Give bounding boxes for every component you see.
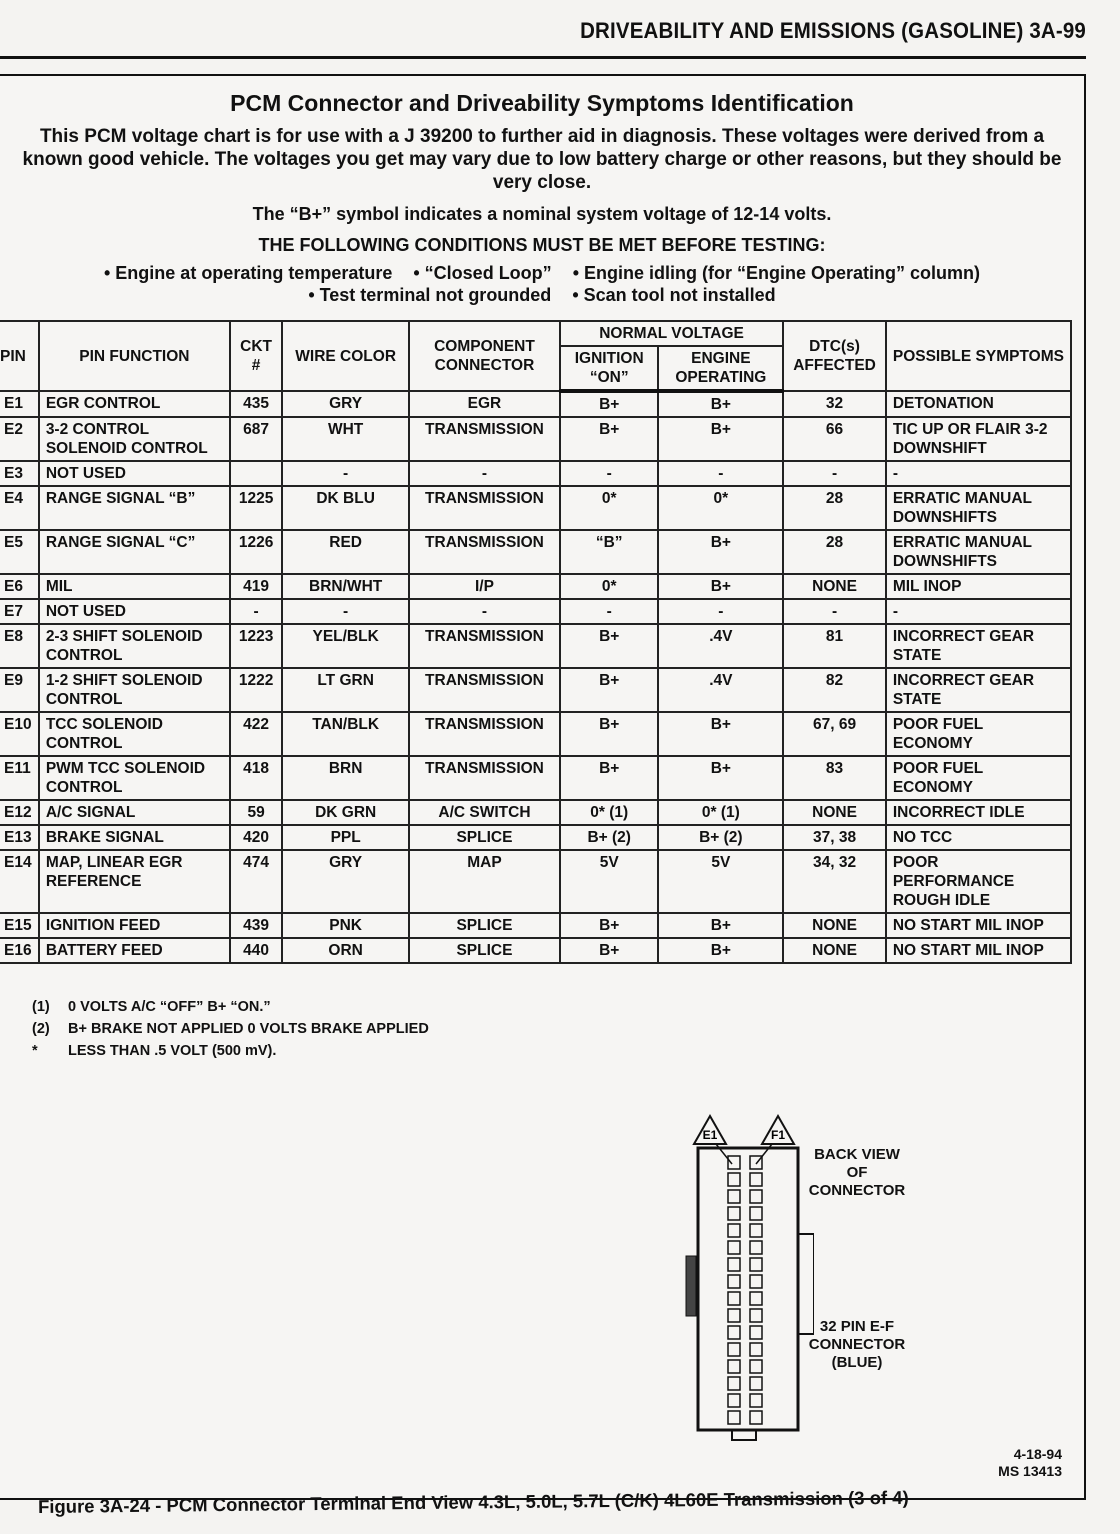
table-cell-pin: E8 xyxy=(0,624,39,668)
table-cell-wire-color: - xyxy=(282,461,409,486)
table-row xyxy=(0,461,1071,486)
table-cell-ckt: 1225 xyxy=(230,486,282,530)
table-cell-pin: E16 xyxy=(0,938,39,963)
table-cell-engine-operating: B+ xyxy=(658,913,783,938)
pin-cavity xyxy=(750,1411,762,1424)
header-symptoms: POSSIBLE SYMPTOMS xyxy=(886,321,1071,391)
table-cell-symptoms: NO START MIL INOP xyxy=(886,938,1071,963)
table-cell-ckt: 1226 xyxy=(230,530,282,574)
table-row xyxy=(0,530,1071,574)
table-cell-symptoms: NO START MIL INOP xyxy=(886,913,1071,938)
footnotes xyxy=(32,996,429,1062)
table-cell-symptoms: ERRATIC MANUAL DOWNSHIFTS xyxy=(886,530,1071,574)
chart-frame xyxy=(0,74,1086,1500)
pin-cavities xyxy=(728,1156,762,1424)
table-cell-dtc: 28 xyxy=(783,486,886,530)
bplus-note: The “B+” symbol indicates a nominal system voltage of 12-14 volts. xyxy=(252,204,832,224)
pin-cavity xyxy=(750,1292,762,1305)
table-cell-ignition-on: B+ xyxy=(560,417,659,461)
table-cell-engine-operating: 5V xyxy=(658,850,783,913)
table-cell-dtc: 28 xyxy=(783,530,886,574)
table-cell-wire-color: BRN xyxy=(282,756,409,800)
table-cell-ckt: 1222 xyxy=(230,668,282,712)
footnote xyxy=(32,1018,429,1040)
table-cell-dtc: 34, 32 xyxy=(783,850,886,913)
table-cell-function: 1-2 SHIFT SOLENOID CONTROL xyxy=(39,668,230,712)
stamp-date: 4-18-94 xyxy=(1013,1446,1062,1462)
pin-cavity xyxy=(728,1241,740,1254)
table-cell-ignition-on: B+ xyxy=(560,668,659,712)
header-pin-function: PIN FUNCTION xyxy=(39,321,230,391)
table-cell-ignition-on: B+ xyxy=(560,391,659,417)
table-cell-dtc: - xyxy=(783,461,886,486)
table-cell-ckt: 687 xyxy=(230,417,282,461)
table-cell-pin: E2 xyxy=(0,417,39,461)
table-row xyxy=(0,756,1071,800)
header-normal-voltage: NORMAL VOLTAGE xyxy=(560,321,783,346)
page-header xyxy=(0,16,1086,59)
table-cell-function: MAP, LINEAR EGR REFERENCE xyxy=(39,850,230,913)
table-cell-ckt: 435 xyxy=(230,391,282,417)
condition-item: • “Closed Loop” xyxy=(413,263,552,283)
pin-cavity xyxy=(750,1190,762,1203)
table-cell-symptoms: INCORRECT GEAR STATE xyxy=(886,668,1071,712)
table-cell-component: - xyxy=(409,599,560,624)
table-cell-function: 2-3 SHIFT SOLENOID CONTROL xyxy=(39,624,230,668)
header-engine-operating: ENGINE OPERATING xyxy=(658,346,783,391)
pin-cavity xyxy=(750,1326,762,1339)
table-row xyxy=(0,800,1071,825)
table-cell-wire-color: GRY xyxy=(282,391,409,417)
table-cell-function: IGNITION FEED xyxy=(39,913,230,938)
table-cell-component: TRANSMISSION xyxy=(409,530,560,574)
table-row xyxy=(0,913,1071,938)
table-cell-pin: E14 xyxy=(0,850,39,913)
table-cell-wire-color: DK BLU xyxy=(282,486,409,530)
table-cell-pin: E3 xyxy=(0,461,39,486)
conditions-heading: THE FOLLOWING CONDITIONS MUST BE MET BEFORE TESTING: xyxy=(258,235,826,255)
table-row xyxy=(0,417,1071,461)
pin-cavity xyxy=(728,1326,740,1339)
table-cell-wire-color: RED xyxy=(282,530,409,574)
table-cell-pin: E13 xyxy=(0,825,39,850)
table-cell-component: MAP xyxy=(409,850,560,913)
table-cell-dtc: 37, 38 xyxy=(783,825,886,850)
table-row xyxy=(0,391,1071,417)
pin-cavity xyxy=(728,1207,740,1220)
header-wire-color: WIRE COLOR xyxy=(282,321,409,391)
back-view-label: BACK VIEW OF CONNECTOR xyxy=(808,1146,906,1199)
connector-drawing xyxy=(684,1106,814,1446)
table-cell-ignition-on: - xyxy=(560,599,659,624)
table-cell-engine-operating: .4V xyxy=(658,624,783,668)
pin-cavity xyxy=(750,1173,762,1186)
table-cell-function: A/C SIGNAL xyxy=(39,800,230,825)
table-cell-pin: E12 xyxy=(0,800,39,825)
intro-section xyxy=(0,90,1084,306)
pin-cavity xyxy=(728,1173,740,1186)
footnote-mark: (1) xyxy=(32,999,50,1015)
table-cell-ignition-on: - xyxy=(560,461,659,486)
table-cell-pin: E15 xyxy=(0,913,39,938)
table-body xyxy=(0,391,1071,963)
condition-item: • Engine idling (for “Engine Operating” column) xyxy=(572,263,980,283)
table-row xyxy=(0,668,1071,712)
table-cell-symptoms: DETONATION xyxy=(886,391,1071,417)
connector-type-label: 32 PIN E-F CONNECTOR (BLUE) xyxy=(808,1318,906,1371)
table-cell-ignition-on: 0* xyxy=(560,574,659,599)
table-cell-function: PWM TCC SOLENOID CONTROL xyxy=(39,756,230,800)
table-cell-ignition-on: B+ xyxy=(560,756,659,800)
table-cell-dtc: NONE xyxy=(783,913,886,938)
condition-item: • Test terminal not grounded xyxy=(308,285,552,305)
table-cell-dtc: 66 xyxy=(783,417,886,461)
table-cell-dtc: 67, 69 xyxy=(783,712,886,756)
connector-latch xyxy=(686,1256,696,1316)
table-cell-pin: E7 xyxy=(0,599,39,624)
table-cell-wire-color: WHT xyxy=(282,417,409,461)
table-cell-dtc: 83 xyxy=(783,756,886,800)
table-cell-ignition-on: B+ xyxy=(560,938,659,963)
table-cell-ignition-on: 5V xyxy=(560,850,659,913)
table-cell-wire-color: - xyxy=(282,599,409,624)
condition-item: • Engine at operating temperature xyxy=(104,263,393,283)
pin-cavity xyxy=(750,1258,762,1271)
header-ignition-on: IGNITION “ON” xyxy=(560,346,659,391)
table-cell-symptoms: - xyxy=(886,461,1071,486)
pin-cavity xyxy=(728,1292,740,1305)
table-cell-function: NOT USED xyxy=(39,599,230,624)
table-cell-ignition-on: B+ (2) xyxy=(560,825,659,850)
table-cell-component: TRANSMISSION xyxy=(409,624,560,668)
pin-cavity xyxy=(728,1411,740,1424)
e1-label: E1 xyxy=(702,1128,718,1142)
table-cell-ignition-on: B+ xyxy=(560,624,659,668)
header-component-connector: COMPONENT CONNECTOR xyxy=(409,321,560,391)
table-cell-wire-color: DK GRN xyxy=(282,800,409,825)
table-row xyxy=(0,825,1071,850)
table-cell-symptoms: MIL INOP xyxy=(886,574,1071,599)
pin-cavity xyxy=(728,1156,740,1169)
table-cell-ignition-on: B+ xyxy=(560,712,659,756)
table-cell-engine-operating: B+ xyxy=(658,391,783,417)
table-cell-function: MIL xyxy=(39,574,230,599)
pin-cavity xyxy=(750,1275,762,1288)
table-row xyxy=(0,574,1071,599)
table-cell-component: TRANSMISSION xyxy=(409,486,560,530)
table-row xyxy=(0,486,1071,530)
table-cell-wire-color: YEL/BLK xyxy=(282,624,409,668)
table-cell-ckt: 418 xyxy=(230,756,282,800)
table-cell-engine-operating: - xyxy=(658,599,783,624)
connector-diagram xyxy=(684,1106,954,1446)
table-cell-component: SPLICE xyxy=(409,938,560,963)
table-row xyxy=(0,850,1071,913)
table-cell-ignition-on: B+ xyxy=(560,913,659,938)
table-cell-function: 3-2 CONTROL SOLENOID CONTROL xyxy=(39,417,230,461)
table-cell-pin: E6 xyxy=(0,574,39,599)
table-cell-symptoms: ERRATIC MANUAL DOWNSHIFTS xyxy=(886,486,1071,530)
table-cell-dtc: NONE xyxy=(783,574,886,599)
table-cell-wire-color: PPL xyxy=(282,825,409,850)
table-cell-ckt: 439 xyxy=(230,913,282,938)
table-cell-engine-operating: B+ xyxy=(658,712,783,756)
table-cell-engine-operating: 0* xyxy=(658,486,783,530)
table-cell-ckt: 1223 xyxy=(230,624,282,668)
table-cell-ignition-on: “B” xyxy=(560,530,659,574)
table-cell-wire-color: GRY xyxy=(282,850,409,913)
connector-body xyxy=(698,1148,798,1430)
table-cell-ignition-on: 0* (1) xyxy=(560,800,659,825)
table-cell-symptoms: POOR FUEL ECONOMY xyxy=(886,712,1071,756)
pin-cavity xyxy=(728,1224,740,1237)
stamp-id: MS 13413 xyxy=(998,1463,1062,1479)
header-pin: PIN xyxy=(0,321,39,391)
table-cell-wire-color: BRN/WHT xyxy=(282,574,409,599)
table-cell-engine-operating: - xyxy=(658,461,783,486)
pin-cavity xyxy=(728,1258,740,1271)
figure-caption: Figure 3A-24 - PCM Connector Terminal End View 4.3L, 5.0L, 5.7L (C/K) 4L60E Transmission (3 of 4) xyxy=(37,1486,909,1517)
table-cell-component: EGR xyxy=(409,391,560,417)
table-cell-engine-operating: B+ xyxy=(658,756,783,800)
table-cell-ckt: - xyxy=(230,599,282,624)
table-cell-wire-color: PNK xyxy=(282,913,409,938)
intro-paragraph: This PCM voltage chart is for use with a J 39200 to further aid in diagnosis. These voltages were derived from a known good vehicle. The voltages you get may vary due to low battery charge or other reasons, but they should be very close. xyxy=(22,126,1062,193)
document-stamp xyxy=(998,1446,1062,1480)
table-row xyxy=(0,712,1071,756)
table-cell-dtc: - xyxy=(783,599,886,624)
table-cell-pin: E10 xyxy=(0,712,39,756)
table-cell-symptoms: INCORRECT IDLE xyxy=(886,800,1071,825)
table-cell-component: I/P xyxy=(409,574,560,599)
pin-cavity xyxy=(750,1394,762,1407)
pin-cavity xyxy=(750,1360,762,1373)
conditions-list xyxy=(0,262,1084,306)
table-cell-component: TRANSMISSION xyxy=(409,417,560,461)
footnote-text: 0 VOLTS A/C “OFF” B+ “ON.” xyxy=(68,999,271,1015)
table-cell-ckt xyxy=(230,461,282,486)
table-cell-pin: E11 xyxy=(0,756,39,800)
header-dtc: DTC(s) AFFECTED xyxy=(783,321,886,391)
table-cell-function: BRAKE SIGNAL xyxy=(39,825,230,850)
table-cell-component: TRANSMISSION xyxy=(409,668,560,712)
footnote-mark: (2) xyxy=(32,1021,50,1037)
table-cell-component: TRANSMISSION xyxy=(409,712,560,756)
table-cell-dtc: 82 xyxy=(783,668,886,712)
table-cell-component: A/C SWITCH xyxy=(409,800,560,825)
header-ckt: CKT # xyxy=(230,321,282,391)
table-cell-wire-color: TAN/BLK xyxy=(282,712,409,756)
footnote xyxy=(32,1040,429,1062)
table-cell-symptoms: TIC UP OR FLAIR 3-2 DOWNSHIFT xyxy=(886,417,1071,461)
table-cell-engine-operating: B+ xyxy=(658,938,783,963)
table-cell-symptoms: POOR PERFORMANCE ROUGH IDLE xyxy=(886,850,1071,913)
table-cell-component: SPLICE xyxy=(409,825,560,850)
table-cell-engine-operating: .4V xyxy=(658,668,783,712)
table-cell-component: TRANSMISSION xyxy=(409,756,560,800)
table-cell-component: SPLICE xyxy=(409,913,560,938)
footnote-mark: * xyxy=(32,1043,38,1059)
table-cell-ckt: 420 xyxy=(230,825,282,850)
pin-cavity xyxy=(750,1377,762,1390)
section-heading: PCM Connector and Driveability Symptoms Identification xyxy=(230,90,854,116)
pcm-voltage-table xyxy=(0,320,1072,964)
table-cell-ignition-on: 0* xyxy=(560,486,659,530)
pin-cavity xyxy=(750,1207,762,1220)
table-cell-function: BATTERY FEED xyxy=(39,938,230,963)
table-cell-symptoms: INCORRECT GEAR STATE xyxy=(886,624,1071,668)
table-cell-engine-operating: B+ xyxy=(658,574,783,599)
page-title: DRIVEABILITY AND EMISSIONS (GASOLINE) 3A-99 xyxy=(580,18,1086,43)
table-cell-ckt: 59 xyxy=(230,800,282,825)
pin-cavity xyxy=(750,1343,762,1356)
table-cell-pin: E5 xyxy=(0,530,39,574)
pin-cavity xyxy=(728,1377,740,1390)
table-cell-engine-operating: B+ xyxy=(658,417,783,461)
pin-cavity xyxy=(750,1241,762,1254)
pin-cavity xyxy=(750,1309,762,1322)
table-cell-pin: E9 xyxy=(0,668,39,712)
pin-cavity xyxy=(728,1360,740,1373)
table-cell-ckt: 422 xyxy=(230,712,282,756)
table-cell-symptoms: - xyxy=(886,599,1071,624)
footnote-text: B+ BRAKE NOT APPLIED 0 VOLTS BRAKE APPLIED xyxy=(68,1021,429,1037)
footnote-text: LESS THAN .5 VOLT (500 mV). xyxy=(68,1043,277,1059)
table-cell-ckt: 419 xyxy=(230,574,282,599)
pin-cavity xyxy=(728,1190,740,1203)
table-row xyxy=(0,599,1071,624)
pin-cavity xyxy=(750,1224,762,1237)
table-cell-wire-color: LT GRN xyxy=(282,668,409,712)
table-cell-engine-operating: 0* (1) xyxy=(658,800,783,825)
table-cell-symptoms: POOR FUEL ECONOMY xyxy=(886,756,1071,800)
table-cell-dtc: 32 xyxy=(783,391,886,417)
table-cell-engine-operating: B+ (2) xyxy=(658,825,783,850)
table-cell-dtc: NONE xyxy=(783,938,886,963)
table-cell-function: RANGE SIGNAL “C” xyxy=(39,530,230,574)
pin-cavity xyxy=(728,1394,740,1407)
table-cell-ckt: 474 xyxy=(230,850,282,913)
table-row xyxy=(0,624,1071,668)
table-cell-pin: E1 xyxy=(0,391,39,417)
pin-cavity xyxy=(728,1343,740,1356)
footnote xyxy=(32,996,429,1018)
table-cell-engine-operating: B+ xyxy=(658,530,783,574)
table-cell-function: NOT USED xyxy=(39,461,230,486)
table-cell-function: EGR CONTROL xyxy=(39,391,230,417)
table-cell-pin: E4 xyxy=(0,486,39,530)
pin-cavity xyxy=(728,1275,740,1288)
table-cell-function: RANGE SIGNAL “B” xyxy=(39,486,230,530)
table-cell-wire-color: ORN xyxy=(282,938,409,963)
table-cell-symptoms: NO TCC xyxy=(886,825,1071,850)
f1-label: F1 xyxy=(770,1128,786,1142)
table-cell-component: - xyxy=(409,461,560,486)
table-cell-ckt: 440 xyxy=(230,938,282,963)
pin-cavity xyxy=(728,1309,740,1322)
table-row xyxy=(0,938,1071,963)
table-cell-dtc: 81 xyxy=(783,624,886,668)
table-cell-function: TCC SOLENOID CONTROL xyxy=(39,712,230,756)
table-cell-dtc: NONE xyxy=(783,800,886,825)
condition-item: • Scan tool not installed xyxy=(572,285,776,305)
